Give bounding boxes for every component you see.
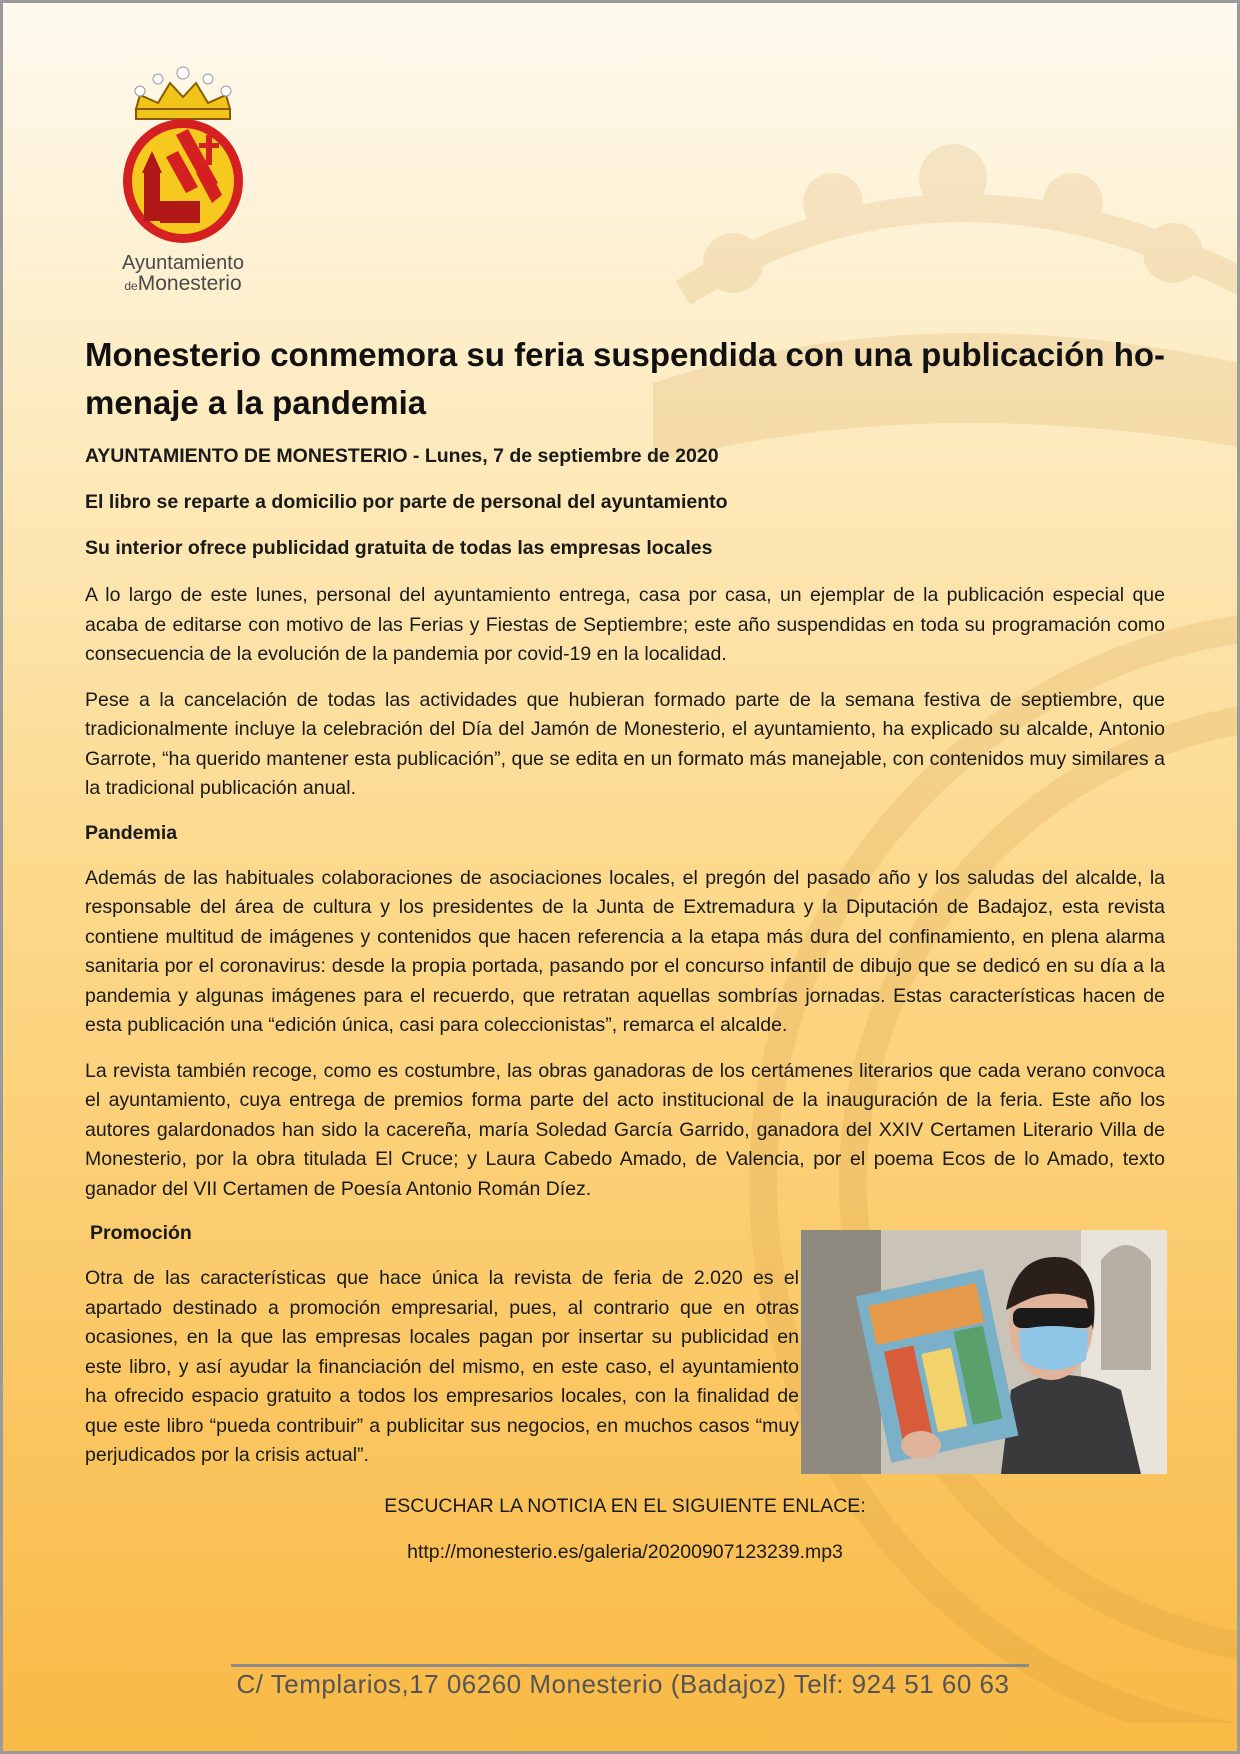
article-subtitle-2: Su interior ofrece publicidad gratuita de todas las empresas locales	[85, 537, 713, 559]
promo-block	[85, 1264, 1165, 1471]
article-content	[85, 331, 1165, 1585]
woman-reading-magazine-photo	[801, 1230, 1167, 1474]
article-title: Monesterio conmemora su feria suspendida con una publicación ho-menaje a la pandemia	[85, 336, 1166, 421]
paragraph-4: La revista también recoge, como es costumbre, las obras ganadoras de los certámenes literarios que cada verano convoca el ayuntamiento, cuya entrega de premios forma parte del acto institucional de la inauguración de la feria. Este año los autores galardonados han sido la cacereña, maría Soledad García Garrido, ganadora del XXIV Certamen Literario Villa de Monesterio, por la obra titulada El Cruce; y Laura Cabedo Amado, de Valencia, por el poema Ecos de lo Amado, texto ganador del VII Certamen de Poesía Antonio Román Díez.	[85, 1059, 1165, 1200]
logo-line2: Monesterio	[137, 272, 242, 295]
listen-label: ESCUCHAR LA NOTICIA EN EL SIGUIENTE ENLACE:	[384, 1494, 866, 1517]
paragraph-1: A lo largo de este lunes, personal del ayuntamiento entrega, casa por casa, un ejemplar de la publicación especial que acaba de editarse con motivo de las Ferias y Fiestas de Septiembre; este año suspendidas en toda su programación como consecuencia de la evolución de la pandemia por covid-19 en la localidad.	[85, 584, 1165, 665]
municipal-logo	[108, 65, 258, 294]
footer-divider	[231, 1664, 1029, 1667]
footer-address: C/ Templarios,17 06260 Monesterio (Badajoz) Telf: 924 51 60 63	[236, 1669, 1010, 1699]
logo-line2-small: de	[124, 279, 138, 293]
article-byline: AYUNTAMIENTO DE MONESTERIO - Lunes, 7 de septiembre de 2020	[85, 445, 719, 467]
listen-link[interactable]: http://monesterio.es/galeria/20200907123239.mp3	[407, 1540, 843, 1563]
section-heading-pandemia: Pandemia	[85, 821, 178, 844]
article-subtitle-1: El libro se reparte a domicilio por parte de personal del ayuntamiento	[85, 491, 728, 513]
paragraph-3: Además de las habituales colaboraciones de asociaciones locales, el pregón del pasado año y los saludas del alcalde, la responsable del área de cultura y los presidentes de la Junta de Extremadura y la Diputación de Badajoz, esta revista contiene multitud de imágenes y contenidos que hacen referencia a la etapa más dura del confinamiento, en plena alarma sanitaria por el coronavirus: desde la propia portada, pasando por el concurso infantil de dibujo que se dedicó en su día a la pandemia y algunas imágenes para el recuerdo, que retratan aquellas sombrías jornadas. Estas características hacen de esta publicación una “edición única, casi para coleccionistas”, remarca el alcalde.	[85, 866, 1165, 1036]
section-heading-promocion: Promoción	[90, 1222, 192, 1244]
paragraph-2: Pese a la cancelación de todas las actividades que hubieran formado parte de la semana festiva de septiembre, que tradicionalmente incluye la celebración del Día del Jamón de Monesterio, el ayuntamiento, ha explicado su alcalde, Antonio Garrote, “ha querido mantener esta publicación”, que se edita en un formato más manejable, con contenidos muy similares a la tradicional publicación anual.	[85, 688, 1165, 799]
coat-of-arms-icon	[116, 65, 250, 245]
logo-line1: Ayuntamiento	[122, 252, 244, 274]
paragraph-5: Otra de las características que hace única la revista de feria de 2.020 es el apartado destinado a promoción empresarial, pues, al contrario que en otras ocasiones, en la que las empresas locales pagan por insertar su publicidad en este libro, y así ayudar la financiación del mismo, en este caso, el ayuntamiento ha ofrecido espacio gratuito a todos los empresarios locales, con la finalidad de que este libro “pueda contribuir” a publicitar sus negocios, en muchos casos “muy perjudicados por la crisis actual”.	[85, 1267, 799, 1466]
